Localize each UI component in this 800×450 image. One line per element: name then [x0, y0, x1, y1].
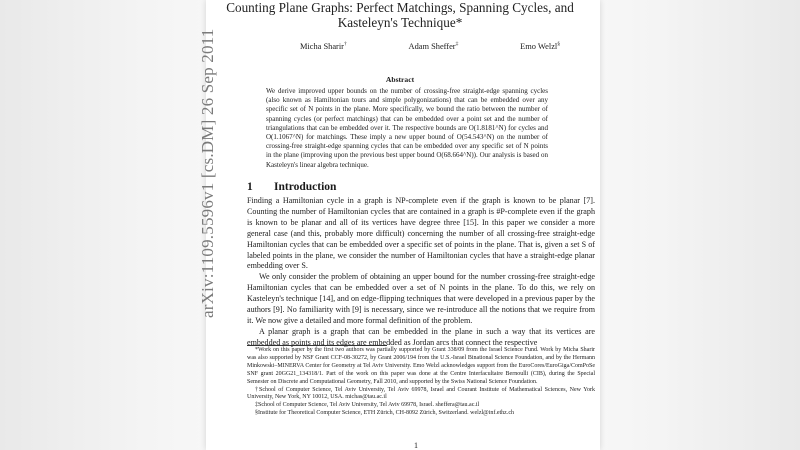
section-number: 1: [247, 181, 253, 193]
footnote: *Work on this paper by the first two authors was partially supported by Grant 338/09 from the Israel Science Fund. Work by Micha Sharir was also supported by NSF Grant CCF-08-30272, by Grant 2006/194 from the U.S.-Israel Binational Science Foundation, and by the Hermann Minkowski–MINERVA Center for Geometry at Tel Aviv University. Emo Welzl acknowledges support from the EuroCores/EuroGiga/ComPoSe SNF grant 20GG21_134318/1. Part of the work on this paper was done at the Centre Interfacultaire Bernoulli (CIB), during the Special Semester on Discrete and Computational Geometry, Fall 2010, and supported by the Swiss National Science Foundation.: [247, 347, 595, 385]
section-title: Introduction: [274, 181, 337, 193]
abstract-text: We derive improved upper bounds on the number of crossing-free straight-edge spanning cycles (also known as Hamiltonian tours and simple polygonizations) that can be embedded over any specific set of N points in the plane. More specifically, we bound the ratio between the number of spanning cycles (or perfect matchings) that can be embedded over a point set and the number of triangulations that can be embedded over it. The respective bounds are O(1.8181^N) for cycles and O(1.1067^N) for matchings. These imply a new upper bound of O(54.543^N) on the number of crossing-free straight-edge spanning cycles that can be embedded over any specific set of N points in the plane (improving upon the previous best upper bound O(68.664^N)). Our analysis is based on Kasteleyn's linear algebra technique.: [266, 87, 548, 169]
paragraph: A planar graph is a graph that can be embedded in the plane in such a way that its vertices are embedded as points and its edges are embedded as Jordan arcs that connect the respective: [247, 326, 595, 347]
page-number: 1: [414, 441, 418, 450]
abstract-heading: Abstract: [385, 75, 415, 84]
section-heading: [247, 181, 336, 193]
author: [300, 41, 347, 51]
paragraph: We only consider the problem of obtaining an upper bound for the number crossing-free straight-edge Hamiltonian cycles that can be embedded over a set of N points in the plane. To do this, we rely on Kasteleyn's technique [14], and on edge-flipping techniques that were developed in a previous paper by the authors [9]. No familiarity with [9] is necessary, since we re-introduce all the notions that we require from it. We now give a detailed and more formal definition of the problem.: [247, 272, 595, 325]
footnotes: [247, 347, 595, 418]
paper-title: [210, 0, 590, 30]
author: [520, 41, 560, 51]
title-line-1: Counting Plane Graphs: Perfect Matchings, Spanning Cycles, and: [226, 0, 574, 15]
paragraph: Finding a Hamiltonian cycle in a graph is NP-complete even if the graph is known to be planar [7]. Counting the number of Hamiltonian cycles that are contained in a graph is #P-complete even if the graph is known to be planar and all of its vertices have degree three [15]. In this paper we consider a more general case (and this, probably more difficult) concerning the number of all crossing-free straight-edge Hamiltonian cycles that can be embedded over a specific set of points in the plane. That is, given a set S of labeled points in the plane, we consider the number of Hamiltonian cycles that have a straight-edge planar embedding over S.: [247, 196, 595, 271]
footnote-rule: [247, 345, 387, 346]
author-mark: §: [557, 41, 560, 47]
author-list: [300, 41, 560, 51]
title-line-2: Kasteleyn's Technique*: [337, 15, 463, 30]
author-mark: ‡: [455, 41, 459, 47]
author-name: Adam Sheffer: [408, 41, 456, 51]
footnote: §Institute for Theoretical Computer Science, ETH Zürich, CH-8092 Zürich, Switzerland. welzl@inf.ethz.ch: [255, 410, 515, 417]
introduction-body: [247, 196, 595, 349]
author-name: Emo Welzl: [520, 41, 558, 51]
viewer-background-right: [600, 0, 800, 450]
arxiv-identifier: arXiv:1109.5596v1 [cs.DM] 26 Sep 2011: [198, 28, 217, 318]
viewer-background-left: [0, 0, 206, 450]
author: [409, 41, 459, 51]
author-mark: †: [343, 41, 347, 47]
footnote: †School of Computer Science, Tel Aviv University, Tel Aviv 69978, Israel and Courant Institute of Mathematical Sciences, New York University, New York, NY 10012, USA. michas@tau.ac.il: [247, 386, 595, 401]
footnote: ‡School of Computer Science, Tel Aviv University, Tel Aviv 69978, Israel. sheffera@tau.ac.il: [255, 402, 480, 409]
author-name: Micha Sharir: [300, 41, 344, 51]
